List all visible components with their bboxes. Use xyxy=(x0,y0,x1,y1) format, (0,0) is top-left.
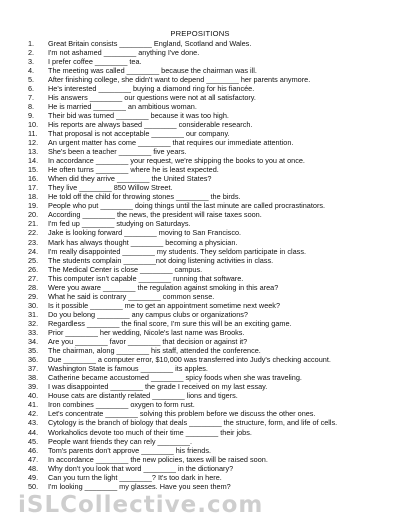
exercise-item xyxy=(0,84,400,93)
item-sentence: When did they arrive ________ the United States? xyxy=(48,174,212,184)
exercise-item xyxy=(0,93,400,102)
exercise-item xyxy=(0,337,400,346)
exercise-item xyxy=(0,373,400,382)
item-sentence: I'm not ashamed ________ anything I've done. xyxy=(48,47,200,57)
exercise-item xyxy=(0,210,400,219)
item-sentence: I'm looking ________ my glasses. Have you seen them? xyxy=(48,481,231,491)
item-sentence: The Medical Center is close ________ campus. xyxy=(48,264,203,274)
item-sentence: He told off the child for throwing stones ________ the birds. xyxy=(48,192,241,202)
item-sentence: Their bid was turned ________ because it was too high. xyxy=(48,110,229,120)
item-sentence: Great Britain consists ________ England, Scotland and Wales. xyxy=(48,38,252,48)
exercise-item xyxy=(0,39,400,48)
item-number: 23. xyxy=(28,237,39,247)
exercise-item xyxy=(0,473,400,482)
item-number: 41. xyxy=(28,400,39,410)
exercise-item xyxy=(0,400,400,409)
exercise-item xyxy=(0,111,400,120)
item-sentence: His reports are always based ________ considerable research. xyxy=(48,119,253,129)
item-number: 43. xyxy=(28,418,39,428)
item-sentence: An urgent matter has come ________ that requires our immediate attention. xyxy=(48,138,294,148)
item-sentence: Mark has always thought ________ becoming a physician. xyxy=(48,237,238,247)
item-number: 12. xyxy=(28,138,39,148)
exercise-item xyxy=(0,183,400,192)
item-number: 27. xyxy=(28,273,39,283)
item-number: 19. xyxy=(28,201,39,211)
exercise-list xyxy=(0,39,400,491)
item-sentence: I was disappointed ________ the grade I received on my last essay. xyxy=(48,382,268,392)
item-sentence: He's interested ________ buying a diamond ring for his fiancée. xyxy=(48,83,255,93)
item-number: 39. xyxy=(28,382,39,392)
item-sentence: Regardless ________ the final score, I'm sure this will be an exciting game. xyxy=(48,318,292,328)
exercise-item xyxy=(0,256,400,265)
exercise-item xyxy=(0,437,400,446)
item-number: 21. xyxy=(28,219,39,229)
item-number: 2. xyxy=(28,47,35,57)
item-number: 45. xyxy=(28,436,39,446)
item-number: 34. xyxy=(28,337,39,347)
exercise-item xyxy=(0,228,400,237)
item-sentence: People who put ________ doing things until the last minute are called procrastinators. xyxy=(48,201,326,211)
exercise-item xyxy=(0,319,400,328)
item-sentence: House cats are distantly related ________ lions and tigers. xyxy=(48,391,238,401)
item-number: 35. xyxy=(28,346,39,356)
item-sentence: Can you turn the light ________? It's too dark in here. xyxy=(48,472,222,482)
item-sentence: What he said is contrary ________ common sense. xyxy=(48,291,215,301)
exercise-item xyxy=(0,409,400,418)
item-sentence: Were you aware ________ the regulation against smoking in this area? xyxy=(48,282,279,292)
exercise-item xyxy=(0,219,400,228)
exercise-item xyxy=(0,428,400,437)
item-number: 14. xyxy=(28,156,39,166)
exercise-item xyxy=(0,292,400,301)
watermark-logo: iSLCollective.com xyxy=(18,492,264,518)
exercise-item xyxy=(0,192,400,201)
exercise-item xyxy=(0,455,400,464)
exercise-item xyxy=(0,138,400,147)
exercise-item xyxy=(0,482,400,491)
item-sentence: Due ________ a computer error, $10,000 was transferred into Judy's checking account. xyxy=(48,355,331,365)
item-number: 18. xyxy=(28,192,39,202)
item-sentence: Tom's parents don't approve ________ his friends. xyxy=(48,445,212,455)
item-sentence: They live ________ 850 Willow Street. xyxy=(48,183,173,193)
exercise-item xyxy=(0,328,400,337)
exercise-item xyxy=(0,48,400,57)
item-sentence: According ________ the news, the president will raise taxes soon. xyxy=(48,210,262,220)
item-sentence: I prefer coffee ________ tea. xyxy=(48,56,142,66)
item-number: 6. xyxy=(28,83,35,93)
item-sentence: Jake is looking forward ________ moving to San Francisco. xyxy=(48,228,242,238)
item-number: 9. xyxy=(28,110,35,120)
item-number: 40. xyxy=(28,391,39,401)
item-number: 20. xyxy=(28,210,39,220)
item-sentence: Workaholics devote too much of their time ________ their jobs. xyxy=(48,427,252,437)
item-sentence: People want friends they can rely ________. xyxy=(48,436,193,446)
item-sentence: Why don't you look that word ________ in the dictionary? xyxy=(48,463,234,473)
exercise-item xyxy=(0,265,400,274)
exercise-item xyxy=(0,247,400,256)
item-number: 11. xyxy=(28,128,38,138)
item-number: 3. xyxy=(28,56,35,66)
exercise-item xyxy=(0,66,400,75)
item-number: 8. xyxy=(28,101,35,111)
item-sentence: Washington State is famous ________ its apples. xyxy=(48,364,208,374)
item-number: 5. xyxy=(28,74,35,84)
item-number: 4. xyxy=(28,65,35,75)
item-number: 47. xyxy=(28,454,39,464)
item-number: 33. xyxy=(28,328,39,337)
item-sentence: He often turns ________ where he is least expected. xyxy=(48,165,219,175)
item-number: 32. xyxy=(28,318,39,328)
item-sentence: In accordance ________ your request, we're shipping the books to you at once. xyxy=(48,156,305,166)
item-number: 22. xyxy=(28,228,39,238)
exercise-item xyxy=(0,355,400,364)
item-sentence: That proposal is not acceptable ________ our company. xyxy=(48,128,230,138)
item-sentence: The students complain ________not doing listening activities in class. xyxy=(48,255,274,265)
item-number: 37. xyxy=(28,364,39,374)
exercise-item xyxy=(0,120,400,129)
exercise-item xyxy=(0,201,400,210)
item-sentence: Let's concentrate ________ solving this problem before we discuss the other ones. xyxy=(48,409,316,419)
item-sentence: After finishing college, she didn't want to depend ________ her parents anymore. xyxy=(48,74,311,84)
exercise-item xyxy=(0,310,400,319)
item-sentence: Catherine became accustomed ________ spicy foods when she was traveling. xyxy=(48,373,302,383)
item-number: 49. xyxy=(28,472,39,482)
item-sentence: Are you ________ favor ________ that decision or against it? xyxy=(48,337,248,347)
item-number: 26. xyxy=(28,264,39,274)
item-number: 46. xyxy=(28,445,39,455)
item-sentence: Is it possible ________ me to get an appointment sometime next week? xyxy=(48,300,281,310)
exercise-item xyxy=(0,129,400,138)
exercise-item xyxy=(0,238,400,247)
item-sentence: In accordance ________ the new policies, taxes will be raised soon. xyxy=(48,454,268,464)
item-number: 15. xyxy=(28,165,39,175)
item-sentence: His answers ________ our questions were not at all satisfactory. xyxy=(48,92,256,102)
item-number: 25. xyxy=(28,255,39,265)
item-sentence: Iron combines ________ oxygen to form rust. xyxy=(48,400,195,410)
item-sentence: She's been a teacher ________ five years. xyxy=(48,147,187,157)
item-number: 17. xyxy=(28,183,39,193)
exercise-item xyxy=(0,364,400,373)
item-sentence: I'm fed up ________ studying on Saturdays. xyxy=(48,219,191,229)
item-sentence: The chairman, along ________ his staff, attended the conference. xyxy=(48,346,261,356)
item-sentence: He is married ________ an ambitious woman. xyxy=(48,101,197,111)
exercise-item xyxy=(0,57,400,66)
exercise-item xyxy=(0,174,400,183)
exercise-item xyxy=(0,147,400,156)
item-sentence: This computer isn't capable ________ running that software. xyxy=(48,273,244,283)
item-number: 16. xyxy=(28,174,39,184)
exercise-item xyxy=(0,301,400,310)
item-number: 44. xyxy=(28,427,39,437)
exercise-item xyxy=(0,156,400,165)
item-sentence: The meeting was called ________ because the chairman was ill. xyxy=(48,65,257,75)
exercise-item xyxy=(0,102,400,111)
exercise-item xyxy=(0,464,400,473)
item-number: 31. xyxy=(28,309,39,319)
item-number: 28. xyxy=(28,282,39,292)
item-sentence: Cytology is the branch of biology that deals ________ the structure, form, and life of cells. xyxy=(48,418,338,428)
item-number: 10. xyxy=(28,119,39,129)
item-number: 42. xyxy=(28,409,39,419)
item-number: 29. xyxy=(28,291,39,301)
item-sentence: Prior ________ her wedding, Nicole's last name was Brooks. xyxy=(48,328,245,337)
item-number: 13. xyxy=(28,147,39,157)
exercise-item xyxy=(0,283,400,292)
item-number: 24. xyxy=(28,246,39,256)
exercise-item xyxy=(0,165,400,174)
item-number: 38. xyxy=(28,373,39,383)
item-number: 48. xyxy=(28,463,39,473)
item-number: 30. xyxy=(28,300,39,310)
worksheet-title: PREPOSITIONS xyxy=(170,29,230,38)
exercise-item xyxy=(0,382,400,391)
item-sentence: Do you belong ________ any campus clubs or organizations? xyxy=(48,309,248,319)
exercise-item xyxy=(0,274,400,283)
item-number: 36. xyxy=(28,355,39,365)
item-sentence: I'm really disappointed ________ my students. They seldom participate in class. xyxy=(48,246,307,256)
item-number: 7. xyxy=(28,92,35,102)
exercise-item xyxy=(0,446,400,455)
exercise-item xyxy=(0,346,400,355)
item-number: 1. xyxy=(28,38,35,48)
exercise-item xyxy=(0,391,400,400)
exercise-item xyxy=(0,418,400,427)
exercise-item xyxy=(0,75,400,84)
item-number: 50. xyxy=(28,481,39,491)
